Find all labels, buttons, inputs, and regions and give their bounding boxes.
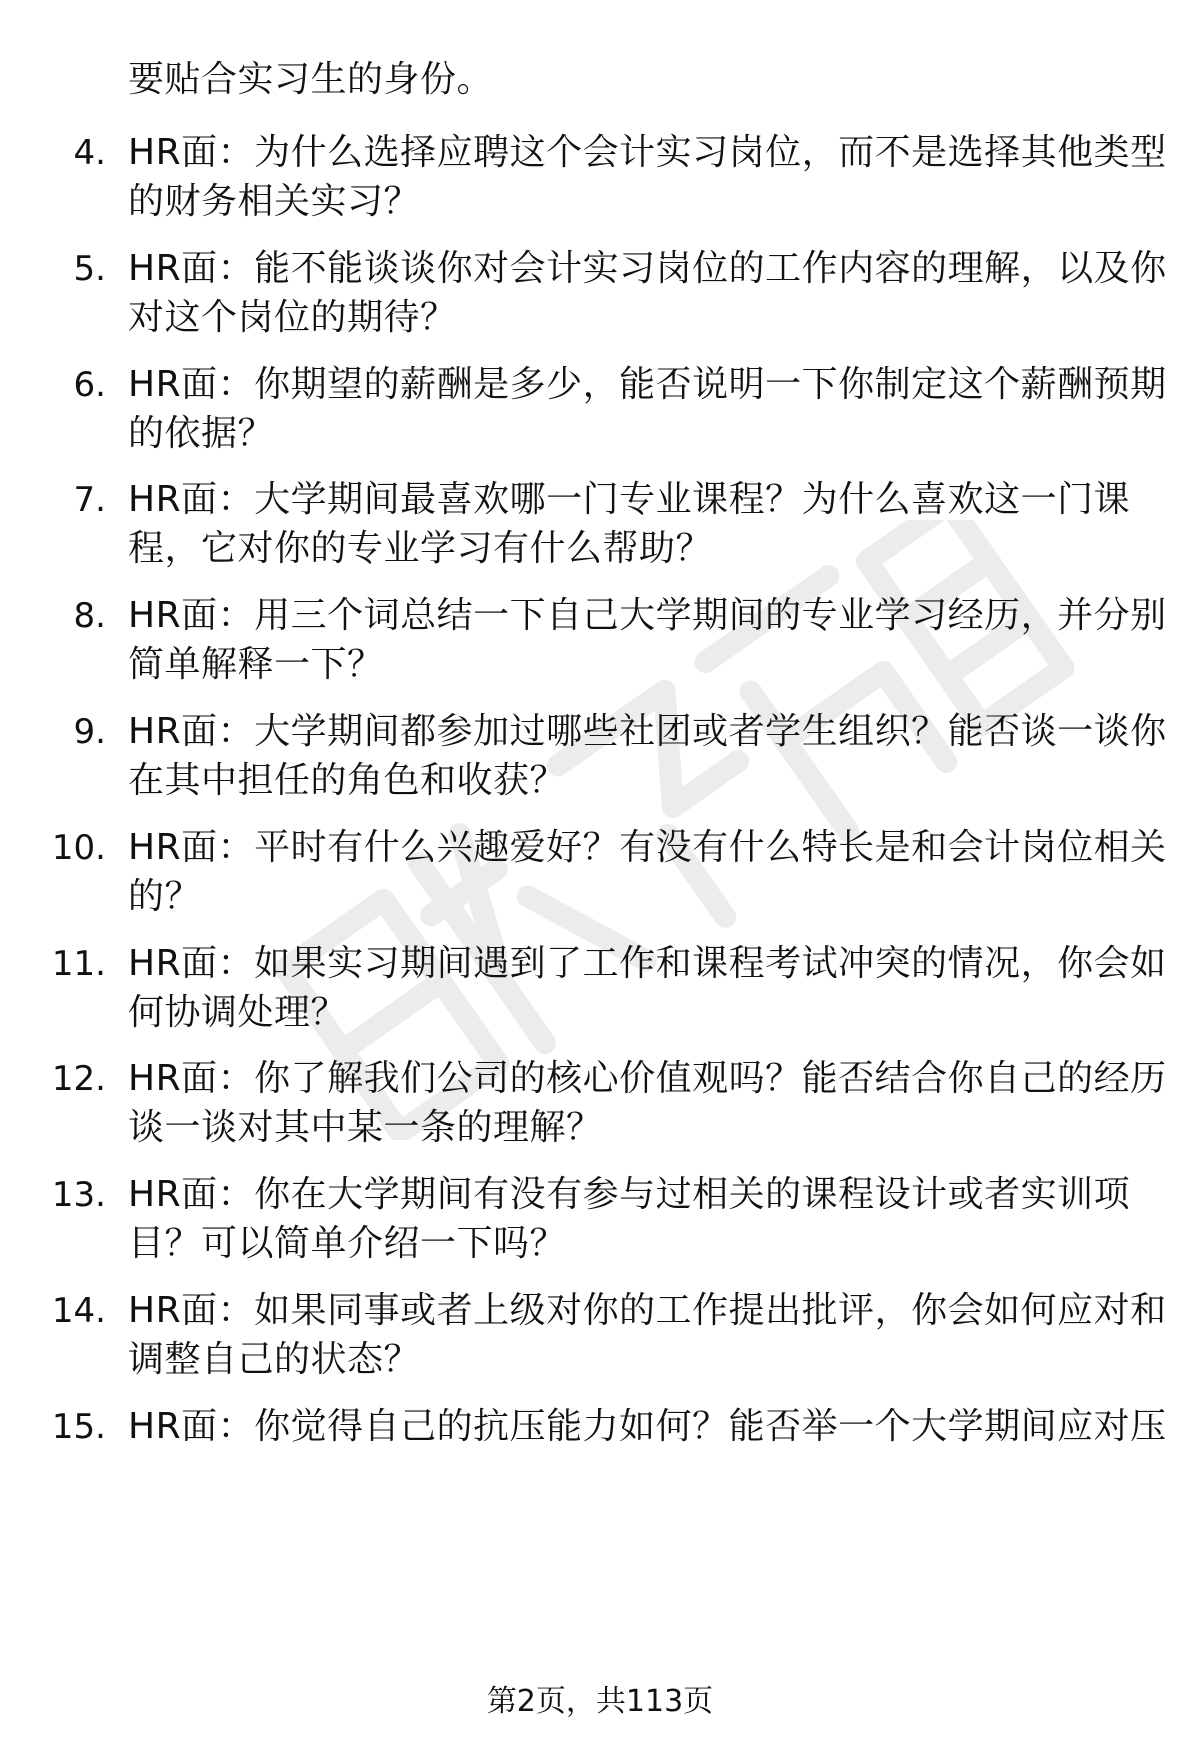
question-text-line1: HR面：平时有什么兴趣爱好？有没有什么特长是和会计岗位相关 [128,826,1167,868]
intro-text: 要贴合实习生的身份。 [128,59,494,100]
question-text-line2: 在其中担任的角色和收获？ [128,760,567,801]
question-text-line1: HR面：大学期间最喜欢哪一门专业课程？为什么喜欢这一门课 [128,479,1131,521]
question-text-line2: 程，它对你的专业学习有什么帮助？ [128,528,713,570]
question-text-line1: HR面：如果同事或者上级对你的工作提出批评，你会如何应对和 [128,1290,1167,1331]
question-text-line1: HR面：能不能谈谈你对会计实习岗位的工作内容的理解，以及你 [128,247,1167,289]
question-number: 5. [73,248,106,289]
question-text-line1: HR面：为什么选择应聘这个会计实习岗位，而不是选择其他类型 [128,132,1167,173]
question-text-line1: HR面：用三个词总结一下自己大学期间的专业学习经历，并分别 [128,595,1167,637]
question-text-line2: 的？ [128,875,202,917]
question-text-line2: 的依据？ [128,412,275,454]
question-text-line1: HR面：你在大学期间有没有参与过相关的课程设计或者实训项 [128,1174,1131,1216]
question-number: 4. [73,133,106,173]
question-text-line2: 对这个岗位的期待？ [128,296,457,338]
question-number: 14. [51,1291,106,1331]
question-text-line1: HR面：你觉得自己的抗压能力如何？能否举一个大学期间应对压 [128,1405,1167,1447]
question-number: 15. [51,1406,106,1447]
question-text-line1: HR面：你期望的薪酬是多少，能否说明一下你制定这个薪酬预期 [128,363,1167,405]
question-number: 7. [73,480,106,521]
question-text-line2: 谈一谈对其中某一条的理解？ [128,1107,603,1149]
question-text-line2: 简单解释一下？ [128,644,384,686]
page-footer: 第2页，共113页 [486,1684,714,1719]
question-number: 6. [73,364,106,405]
question-number: 13. [51,1175,106,1216]
question-number: 10. [51,827,106,868]
question-text-line2: 调整自己的状态？ [128,1339,421,1380]
question-number: 11. [51,943,106,984]
question-text-line2: 何协调处理？ [128,991,348,1033]
question-text-line2: 目？可以简单介绍一下吗？ [128,1223,567,1265]
question-text-line1: HR面：你了解我们公司的核心价值观吗？能否结合你自己的经历 [128,1058,1167,1100]
question-text-line1: HR面：如果实习期间遇到了工作和课程考试冲突的情况，你会如 [128,942,1167,984]
question-number: 9. [73,712,106,752]
question-text-line1: HR面：大学期间都参加过哪些社团或者学生组织？能否谈一谈你 [128,711,1167,752]
question-number: 12. [51,1059,106,1100]
question-number: 8. [73,596,106,637]
question-text-line2: 的财务相关实习？ [128,181,421,222]
